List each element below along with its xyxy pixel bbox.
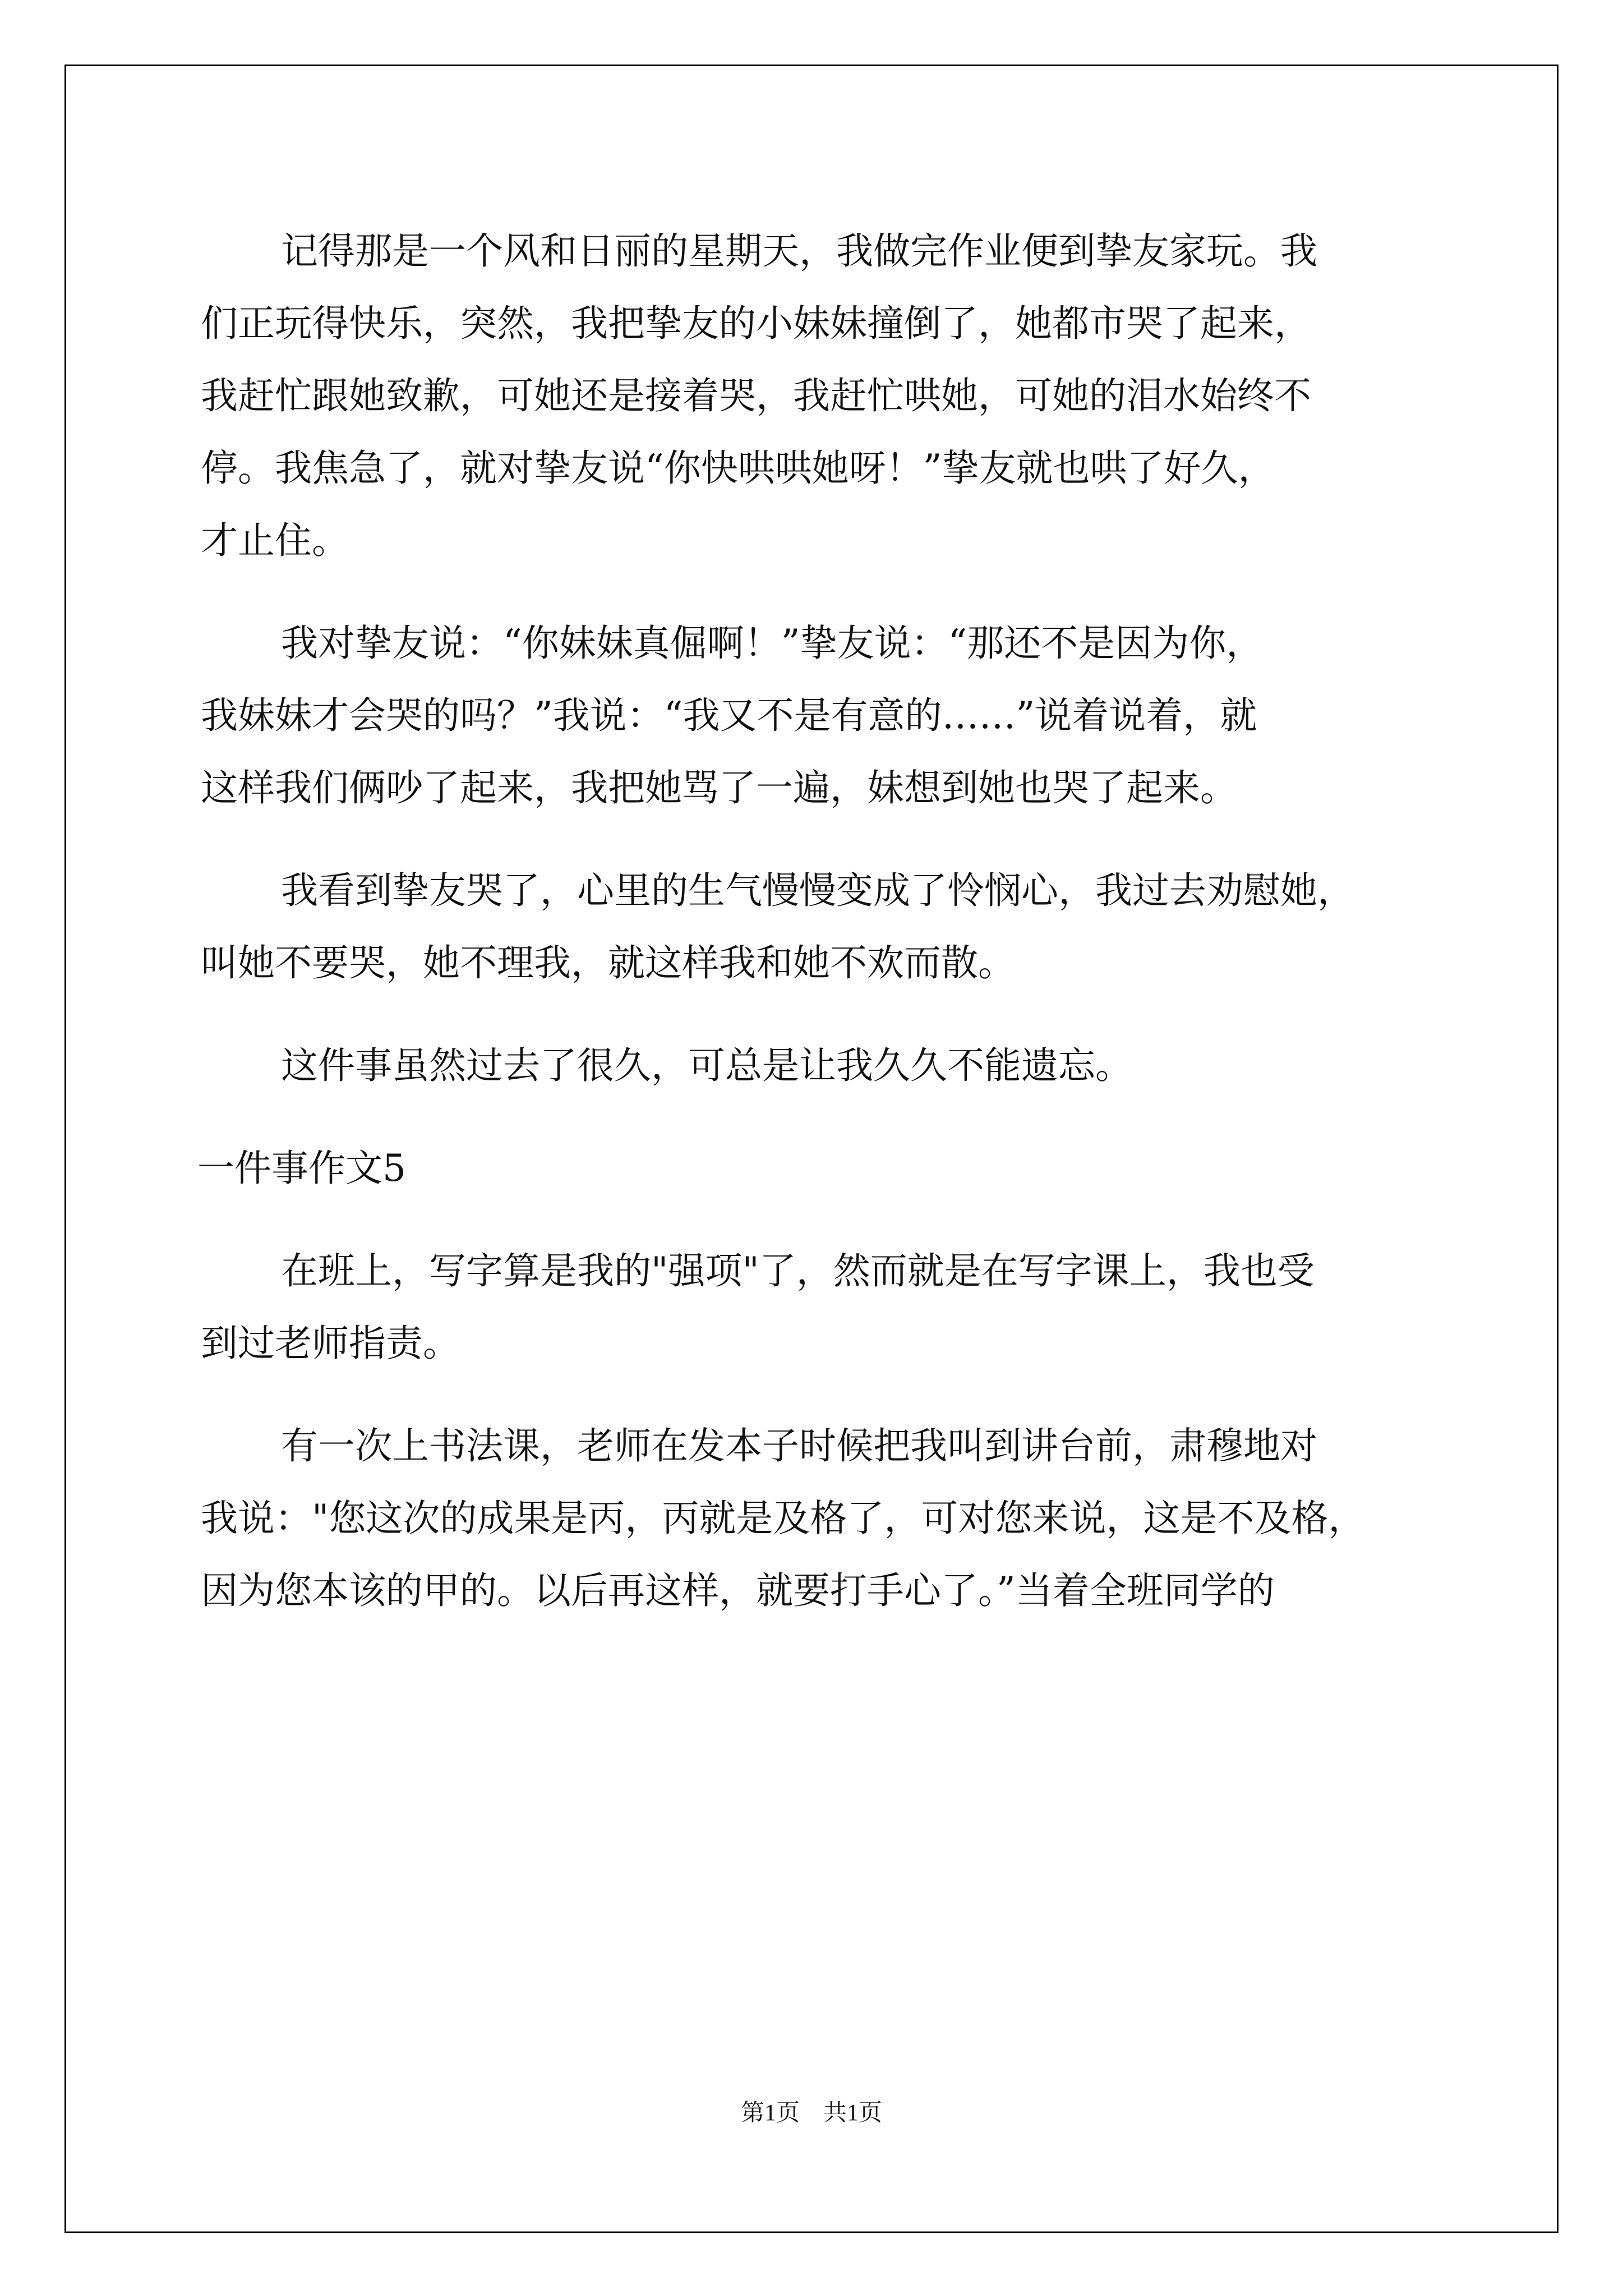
section-heading — [197, 1132, 1440, 1204]
text-line: 在班上，写字算是我的"强项"了，然而就是在写字课上，我也受 — [281, 1249, 1315, 1292]
text-line: 我看到挚友哭了，心里的生气慢慢变成了怜悯心，我过去劝慰她， — [281, 869, 1354, 912]
text-line: 因为您本该的甲的。以后再这样，就要打手心了。”当着全班同学的 — [201, 1569, 1275, 1612]
heading-text: 一件事作文5 — [197, 1147, 406, 1190]
paragraph-6 — [201, 1410, 1440, 1627]
page-footer: 第1页 共1页 — [740, 2100, 882, 2126]
text-line: 有一次上书法课，老师在发本子时候把我叫到讲台前，肃穆地对 — [281, 1424, 1317, 1467]
paragraph-1 — [201, 215, 1440, 577]
paragraph-3 — [201, 854, 1440, 999]
paragraph-4 — [201, 1029, 1440, 1102]
text-line: 记得那是一个风和日丽的星期天，我做完作业便到挚友家玩。我 — [281, 229, 1317, 273]
text-line: 叫她不要哭，她不理我，就这样我和她不欢而散。 — [201, 941, 1015, 984]
text-line: 我赶忙跟她致歉，可她还是接着哭，我赶忙哄她，可她的泪水始终不 — [201, 374, 1311, 417]
text-line: 到过老师指责。 — [201, 1322, 460, 1365]
paragraph-5 — [201, 1235, 1440, 1379]
text-line: 这样我们俩吵了起来，我把她骂了一遍，妹想到她也哭了起来。 — [201, 766, 1237, 809]
text-line: 们正玩得快乐，突然，我把挚友的小妹妹撞倒了，她都市哭了起来， — [201, 302, 1311, 345]
paragraph-2 — [201, 607, 1440, 824]
document-body — [197, 215, 1440, 1627]
text-line: 我对挚友说：“你妹妹真倔啊！”挚友说：“那还不是因为你， — [281, 622, 1264, 665]
text-line: 停。我焦急了，就对挚友说“你快哄哄她呀！”挚友就也哄了好久， — [201, 447, 1275, 490]
text-line: 才止住。 — [201, 519, 349, 562]
text-line: 我妹妹才会哭的吗？”我说：“我又不是有意的……”说着说着，就 — [201, 694, 1257, 737]
text-line: 这件事虽然过去了很久，可总是让我久久不能遗忘。 — [281, 1044, 1132, 1087]
text-line: 我说："您这次的成果是丙，丙就是及格了，可对您来说，这是不及格， — [201, 1497, 1366, 1540]
